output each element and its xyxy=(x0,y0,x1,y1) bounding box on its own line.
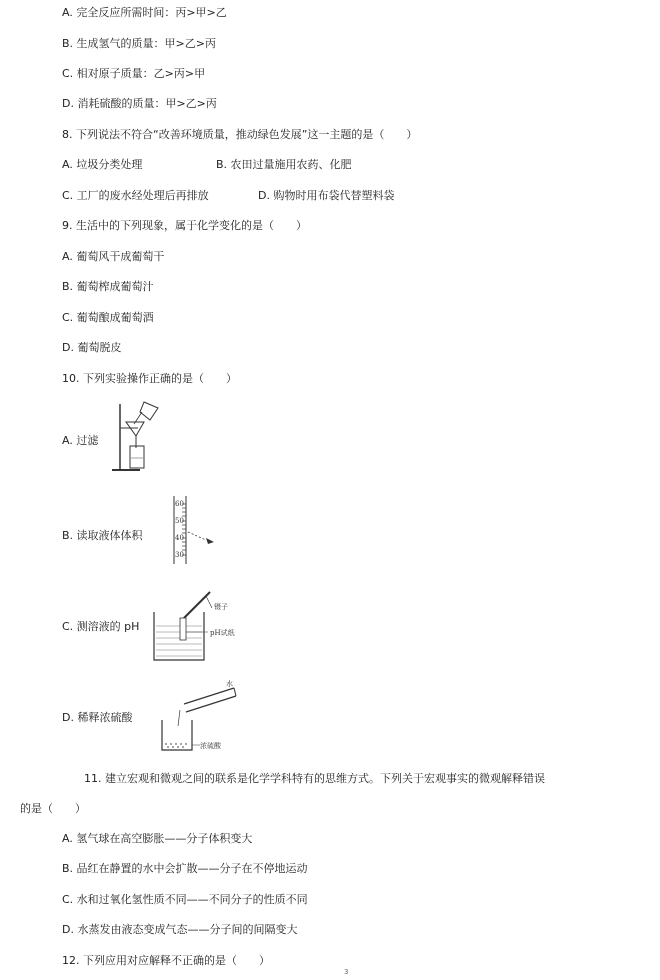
ph-test-figure xyxy=(148,588,248,664)
q8-option-b: B. 农田过量施用农药、化肥 xyxy=(216,158,352,171)
q7-option-a: A. 完全反应所需时间：丙>甲>乙 xyxy=(62,6,227,19)
q11-stem-line1: 11. 建立宏观和微观之间的联系是化学学科特有的思维方式。下列关于宏观事实的微观解释错误 xyxy=(84,772,545,785)
q9-option-b: B. 葡萄榨成葡萄汁 xyxy=(62,280,154,293)
q8-stem: 8. 下列说法不符合“改善环境质量，推动绿色发展”这一主题的是（ ） xyxy=(62,128,418,141)
ph-paper-label: pH试纸 xyxy=(210,629,235,637)
q7-option-c: C. 相对原子质量：乙>丙>甲 xyxy=(62,67,206,80)
water-label: 水 xyxy=(226,680,233,688)
q9-option-c: C. 葡萄酿成葡萄酒 xyxy=(62,311,154,324)
q8-option-a: A. 垃圾分类处理 xyxy=(62,158,143,171)
acid-label: 浓硫酸 xyxy=(200,742,221,750)
q11-option-a: A. 氢气球在高空膨胀——分子体积变大 xyxy=(62,832,253,845)
q10-option-d: D. 稀释浓硫酸 xyxy=(62,711,133,724)
q9-option-a: A. 葡萄风干成葡萄干 xyxy=(62,250,165,263)
cylinder-tick-40: 40 xyxy=(175,534,184,542)
filtration-figure xyxy=(108,398,164,474)
graduated-cylinder-figure xyxy=(162,494,232,566)
cylinder-tick-30: 30 xyxy=(175,551,184,559)
tweezers-label: 镊子 xyxy=(214,603,228,611)
q7-option-b: B. 生成氢气的质量：甲>乙>丙 xyxy=(62,37,216,50)
q10-option-b: B. 读取液体体积 xyxy=(62,529,143,542)
q12-stem: 12. 下列应用对应解释不正确的是（ ） xyxy=(62,954,270,967)
q7-option-d: D. 消耗硫酸的质量：甲>乙>丙 xyxy=(62,97,217,110)
q8-option-d: D. 购物时用布袋代替塑料袋 xyxy=(258,189,395,202)
q11-option-c: C. 水和过氧化氢性质不同——不同分子的性质不同 xyxy=(62,893,308,906)
q11-option-d: D. 水蒸发由液态变成气态——分子间的间隔变大 xyxy=(62,923,298,936)
q9-option-d: D. 葡萄脱皮 xyxy=(62,341,122,354)
q11-stem-line2: 的是（ ） xyxy=(20,802,86,815)
q9-stem: 9. 生活中的下列现象，属于化学变化的是（ ） xyxy=(62,219,307,232)
q10-stem: 10. 下列实验操作正确的是（ ） xyxy=(62,372,237,385)
cylinder-tick-60: 60 xyxy=(175,500,184,508)
page-number: 3 xyxy=(344,968,349,976)
q8-option-c: C. 工厂的废水经处理后再排放 xyxy=(62,189,209,202)
cylinder-tick-50: 50 xyxy=(175,517,184,525)
q10-option-a: A. 过滤 xyxy=(62,434,99,447)
q11-option-b: B. 品红在静置的水中会扩散——分子在不停地运动 xyxy=(62,862,308,875)
q10-option-c: C. 测溶液的 pH xyxy=(62,620,140,633)
dilution-figure xyxy=(144,680,244,754)
